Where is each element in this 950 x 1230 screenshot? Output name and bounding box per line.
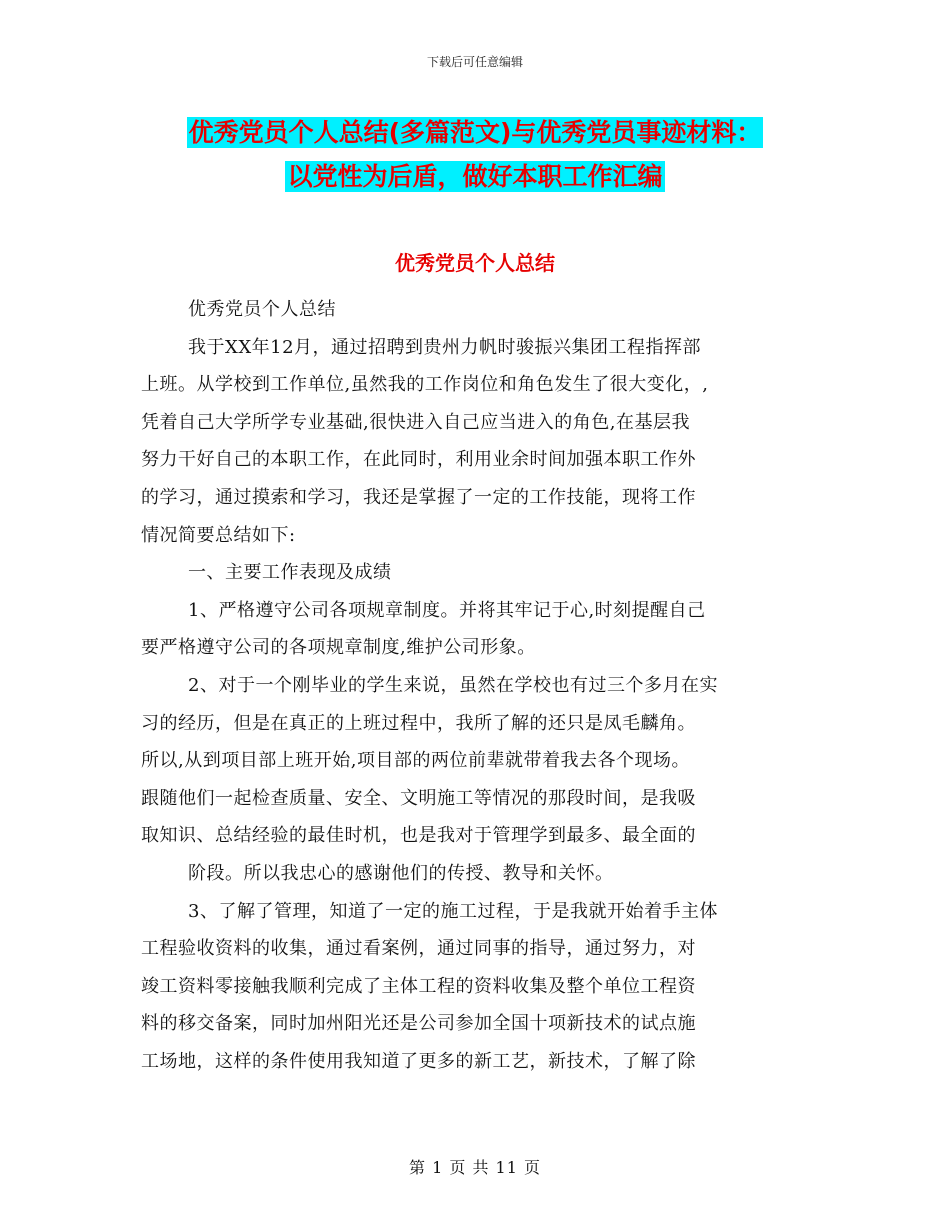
page-number: 第 1 页 共 11 页 [409, 1158, 541, 1177]
text-line: 2、对于一个刚毕业的学生来说，虽然在学校也有过三个多月在实 [188, 674, 718, 696]
text-line: 1、严格遵守公司各项规章制度。并将其牢记于心,时刻提醒自己 [188, 599, 706, 621]
text-line: 要严格遵守公司的各项规章制度,维护公司形象。 [141, 637, 536, 659]
text-line: 3、了解了管理，知道了一定的施工过程，于是我就开始着手主体 [188, 900, 718, 922]
text-line: 凭着自己大学所学专业基础,很快进入自己应当进入的角色,在基层我 [141, 411, 690, 433]
text-line: 工程验收资料的收集，通过看案例，通过同事的指导，通过努力，对 [141, 938, 696, 960]
text-line: 的学习，通过摸索和学习，我还是掌握了一定的工作技能，现将工作 [141, 486, 696, 508]
text-line: 跟随他们一起检查质量、安全、文明施工等情况的那段时间，是我吸 [141, 787, 696, 809]
document-title [0, 111, 950, 199]
text-line: 我于XX年12月，通过招聘到贵州力帆时骏振兴集团工程指挥部 [188, 336, 702, 358]
text-line: 竣工资料零接触我顺利完成了主体工程的资料收集及整个单位工程资 [141, 975, 696, 997]
text-line: 工场地，这样的条件使用我知道了更多的新工艺，新技术，了解了除 [141, 1050, 696, 1072]
subheading: 一、主要工作表现及成绩 [188, 562, 392, 584]
text-line: 情况简要总结如下: [141, 524, 296, 546]
text-line: 阶段。所以我忠心的感谢他们的传授、教导和关怀。 [188, 862, 614, 884]
section-title: 优秀党员个人总结 [395, 251, 555, 275]
document-title-line-1: 优秀党员个人总结(多篇范文)与优秀党员事迹材料： [188, 118, 762, 147]
header-note: 下载后可任意编辑 [426, 55, 523, 69]
text-line: 习的经历，但是在真正的上班过程中，我所了解的还只是凤毛麟角。 [141, 712, 696, 734]
text-line: 所以,从到项目部上班开始,项目部的两位前辈就带着我去各个现场。 [141, 750, 690, 772]
text-line: 取知识、总结经验的最佳时机，也是我对于管理学到最多、最全面的 [141, 825, 696, 847]
text-line: 上班。从学校到工作单位,虽然我的工作岗位和角色发生了很大变化，, [141, 374, 709, 396]
text-line: 努力干好自己的本职工作，在此同时，利用业余时间加强本职工作外 [141, 449, 696, 471]
text-line: 料的移交备案，同时加州阳光还是公司参加全国十项新技术的试点施 [141, 1013, 696, 1035]
document-title-line-2: 以党性为后盾，做好本职工作汇编 [287, 162, 663, 191]
paragraph-heading: 优秀党员个人总结 [188, 299, 336, 320]
body-text [141, 291, 811, 1080]
